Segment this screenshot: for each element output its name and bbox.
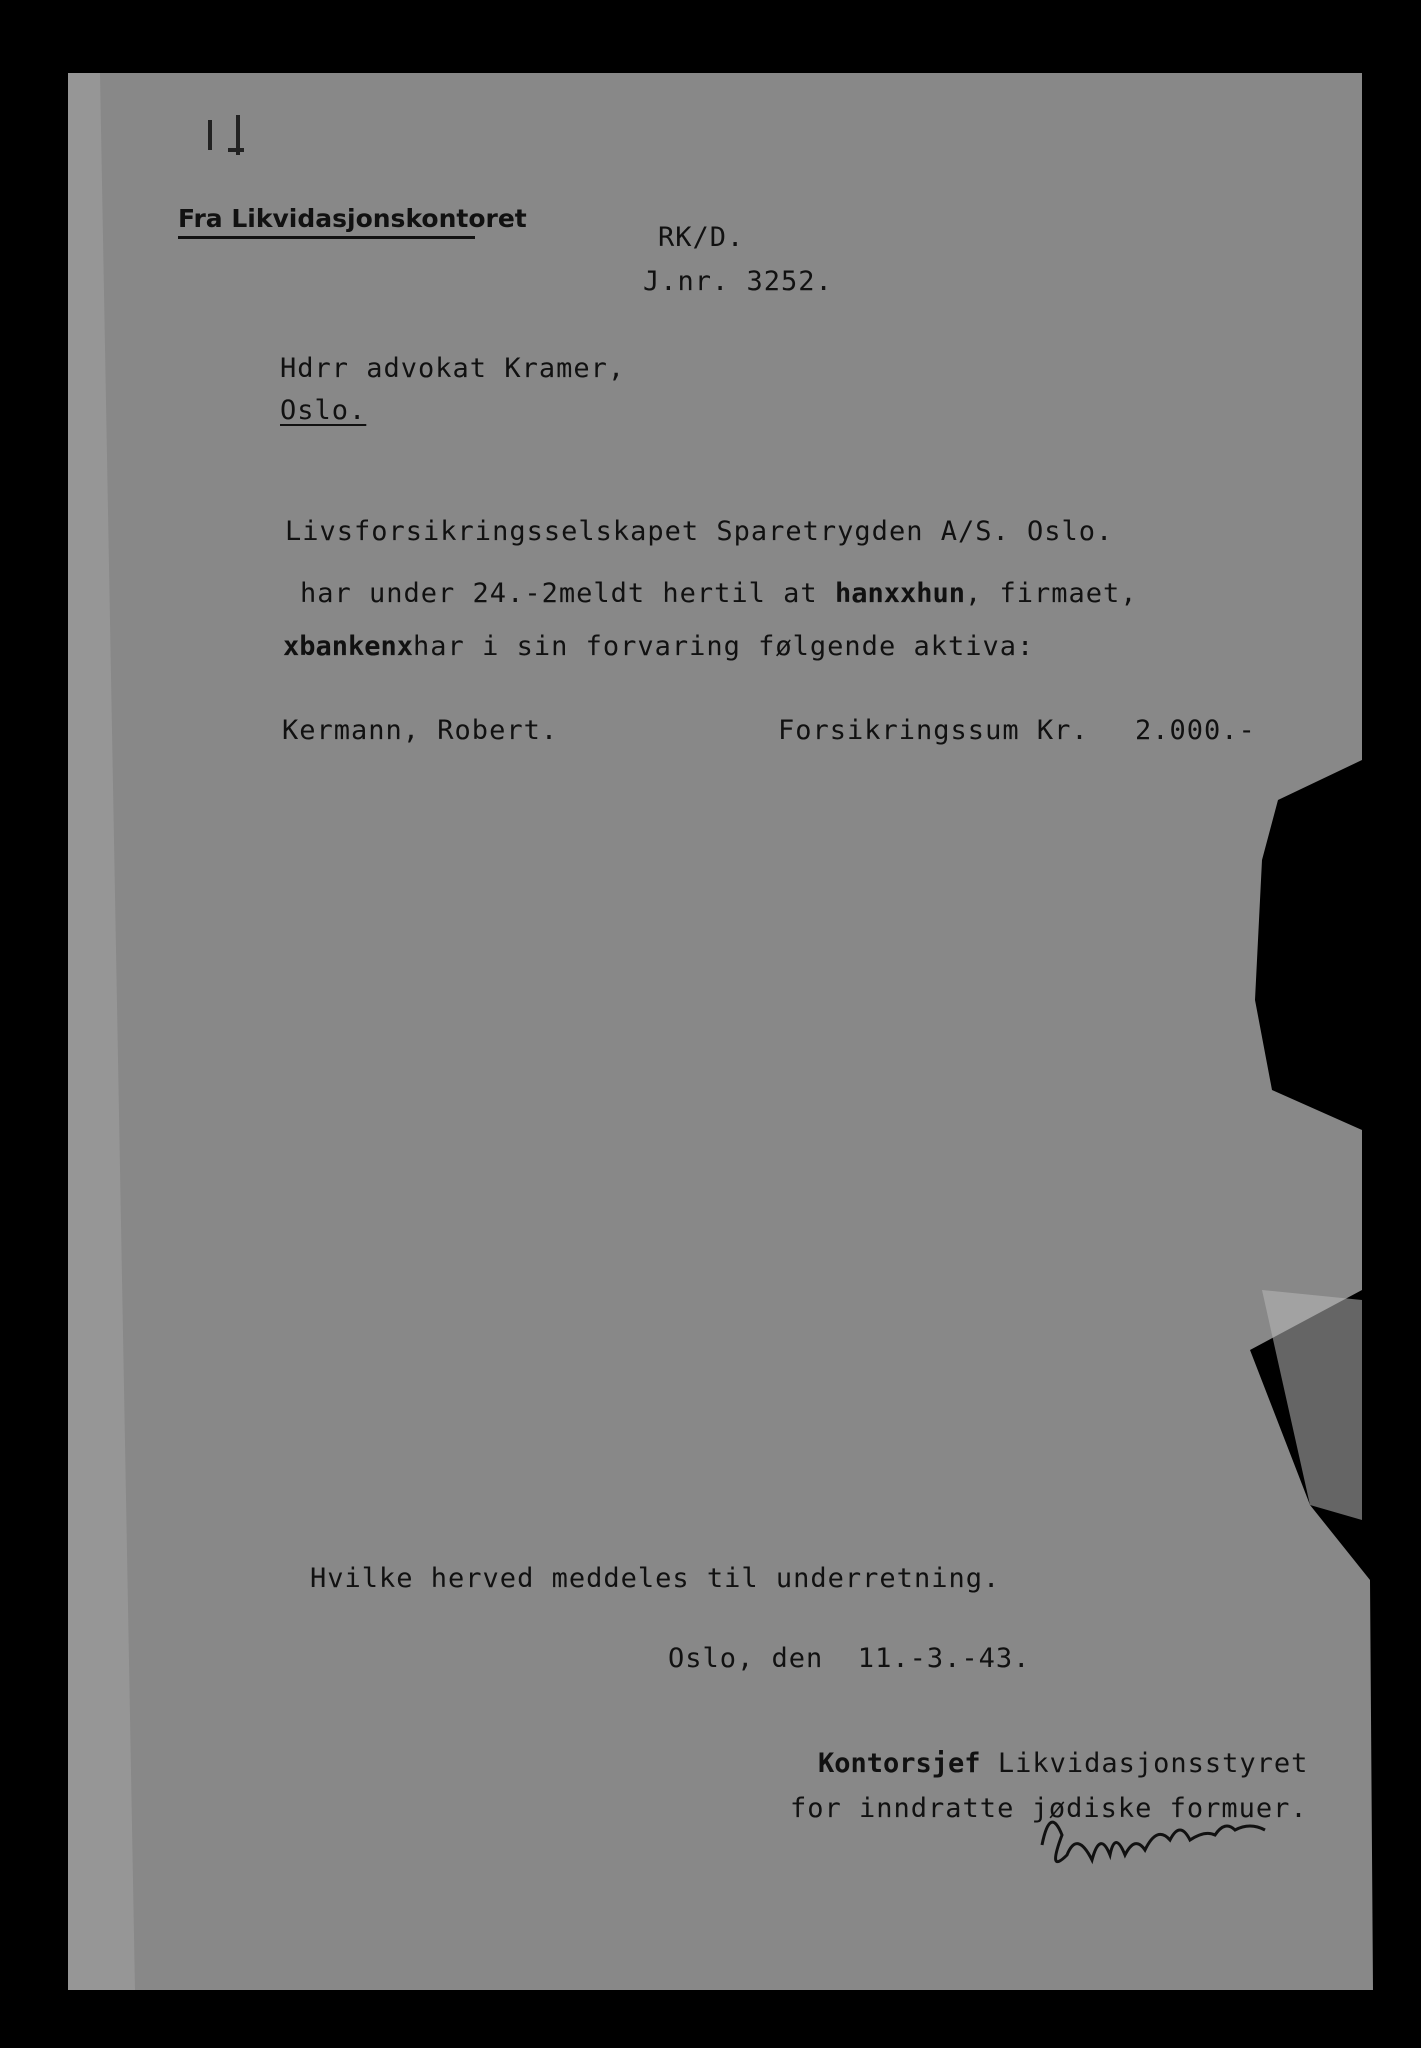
reference-code: RK/D. — [658, 222, 745, 253]
signature-title-line — [818, 1750, 1308, 1777]
signature-org: Likvidasjonsstyret — [997, 1748, 1309, 1779]
body-line-1: Livsforsikringsselskapet Sparetrygden A/S. Oslo. — [285, 516, 1114, 547]
recipient-city: Oslo. — [280, 395, 367, 426]
recipient-name: Hdrr advokat Kramer, — [280, 353, 626, 384]
place-date: Oslo, den 11.-3.-43. — [668, 1643, 1031, 1674]
paper — [68, 73, 1373, 1990]
body-line-2-a: har under 24.-2 — [300, 578, 559, 609]
body-line-2-b: meldt hertil at — [558, 578, 818, 609]
journal-number: J.nr. 3252. — [643, 266, 833, 297]
body-line-2 — [300, 580, 1138, 607]
office-stamp: Fra Likvidasjonskontoret — [178, 204, 527, 233]
closing-line: Hvilke herved meddeles til underretning. — [310, 1563, 1001, 1594]
body-line-3 — [283, 633, 1034, 660]
struck-text-2: xbankenx — [283, 631, 414, 662]
asset-label: Forsikringssum Kr. — [778, 715, 1089, 746]
struck-text-1: hanxxhun — [834, 578, 965, 609]
stamp-underline — [178, 236, 475, 239]
asset-amount: 2.000.- — [1135, 715, 1256, 746]
body-line-3-b: har i sin forvaring følgende aktiva: — [413, 631, 1035, 662]
signature-org-line-2: for inndratte jødiske formuer. — [790, 1793, 1308, 1824]
asset-name: Kermann, Robert. — [282, 715, 559, 746]
body-line-2-c: , firmaet, — [965, 578, 1138, 609]
struck-title: Kontorsjef — [818, 1748, 981, 1779]
